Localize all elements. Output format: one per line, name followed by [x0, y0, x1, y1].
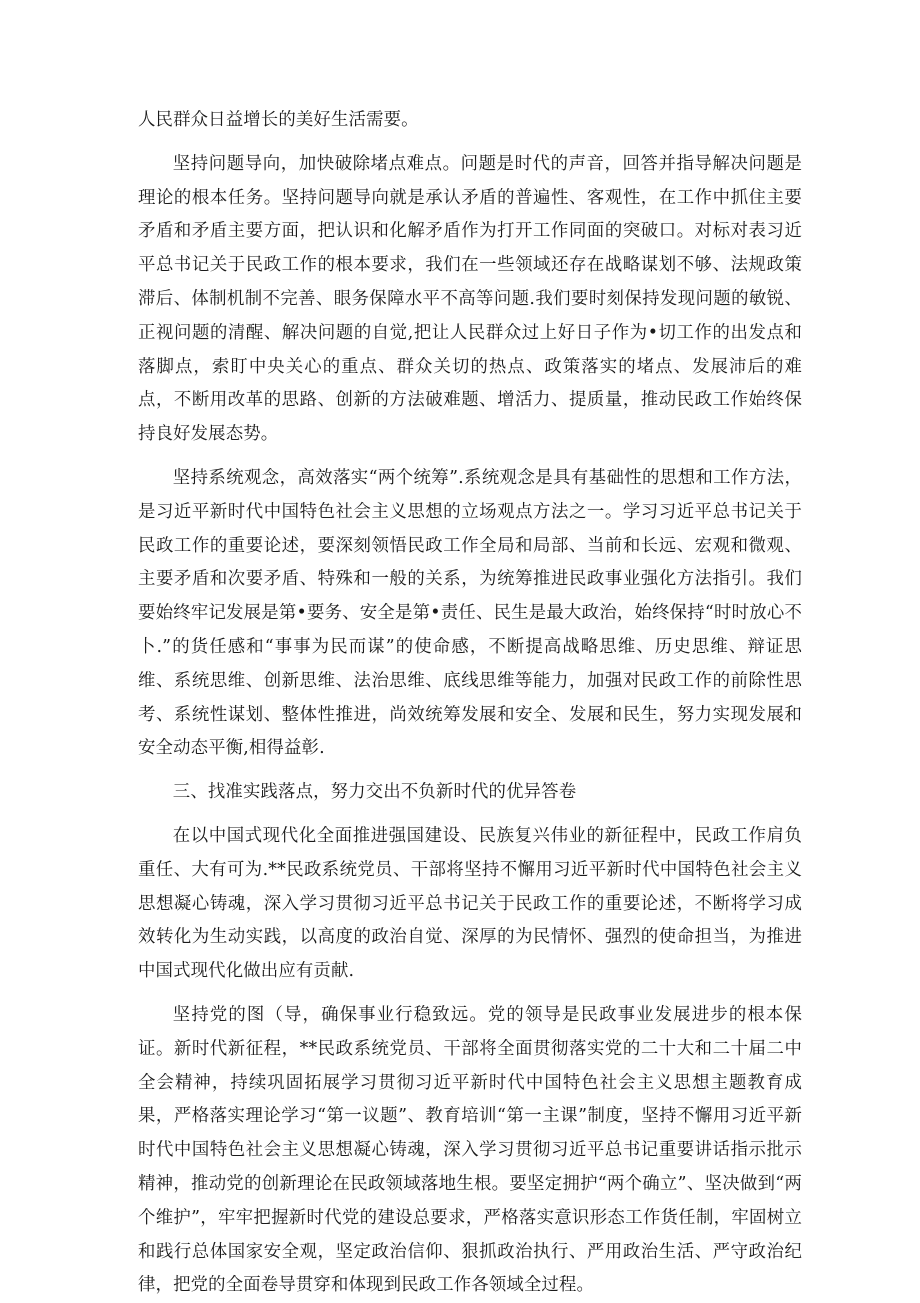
paragraph-gap: [138, 766, 802, 776]
paragraph-gap: [138, 810, 802, 820]
paragraph-gap: [138, 452, 802, 462]
paragraph-continuation: 人民群众日益增长的美好生活需要。: [138, 110, 419, 130]
paragraph-problem-orientation: 坚持问题导向，加快破除堵点难点。问题是时代的声音，回答并指导解决问题是理论的根本任务。坚持问题导向就是承认矛盾的普遍性、客观性，在工作中抓住主要矛盾和矛盾主要方面，把认识和化解矛盾作为打开工作同面的突破口。对标对表习近平总书记关于民政工作的根本要求，我们在一些领域还存在战略谋划不够、法规政策滞后、体制机制不完善、眼务保障水平不高等问题.我们要时刻保持发现问题的敏锐、正视问题的清醒、解决问题的自觉,把让人民群众过上好日子作为•切工作的出发点和落脚点，索盯中央关心的重点、群众关切的热点、政策落实的堵点、发展沛后的难点，不断用改革的思路、创新的方法破难题、增活力、提质量，推动民政工作始终保持良好发展态势。: [138, 153, 802, 445]
paragraph-gap: [138, 989, 802, 999]
document-page: [138, 104, 802, 1303]
section-heading: 三、找准实践落点，努力交出不负新时代的优异答卷: [172, 782, 577, 803]
paragraph-party-leadership: 坚持党的图（导，确保事业行稳致远。党的领导是民政事业发展进步的根本保证。新时代新征程，**民政系统党员、干部将全面贯彻落实党的二十大和二十届二中全会精神，持续巩固拓展学习贯彻习近平新时代中国特色社会主义思想主题教育成果，严格落实理论学习“第一议题”、教育培训“第一主课”制度，坚持不懈用习近平新时代中国特色社会主义思想凝心铸魂，深入学习贯彻习近平总书记重要讲话指示批示精神，推动党的创新理论在民政领域落地生根。要坚定拥护“两个确立”、坚决做到“两个维护”，牢牢把握新时代党的建设总要求，严格落实意识形态工作货任制，牢固树立和践行总体国家安全观，坚定政治信仰、狠抓政治执行、严用政治生活、严守政治纪律，把党的全面卷导贯穿和体现到民政工作各领域全过程。: [138, 1004, 802, 1296]
paragraph-gap: [138, 138, 802, 148]
paragraph-new-journey: 在以中国式现代化全面推进强国建设、民族复兴伟业的新征程中，民政工作肩负重任、大有可为.**民政系统党员、干部将坚持不懈用习近平新时代中国特色社会主义思想凝心铸魂，深入学习贯彻习近平总书记关于民政工作的重要论述，不断将学习成效转化为生动实践，以高度的政治自觉、深厚的为民情怀、强烈的使命担当，为推进中国式现代化做出应有贡献.: [138, 825, 802, 982]
paragraph-systems-concept: 坚持系统观念，高效落实“两个统筹”.系统观念是具有基础性的思想和工作方法，是习近平新时代中国特色社会主义思想的立场观点方法之一。学习习近平总书记关于民政工作的重要论述，要深刻领悟民政工作全局和局部、当前和长远、宏观和微观、主要矛盾和次要矛盾、特殊和一般的关系，为统筹推进民政事业强化方法指引。我们要始终牢记发展是第•要务、安全是第•责任、民生是最大政治，始终保持“时时放心不卜.”的货任感和“事事为民而谋”的使命感，不断提高战略思维、历史思维、辩证思维、系统思维、创新思维、法治思维、底线思维等能力，加强对民政工作的前除性思考、系统性谋划、整体性推进，尚效统筹发展和安全、发展和民生，努力实现发展和安全动态平衡,相得益彰.: [138, 467, 802, 759]
